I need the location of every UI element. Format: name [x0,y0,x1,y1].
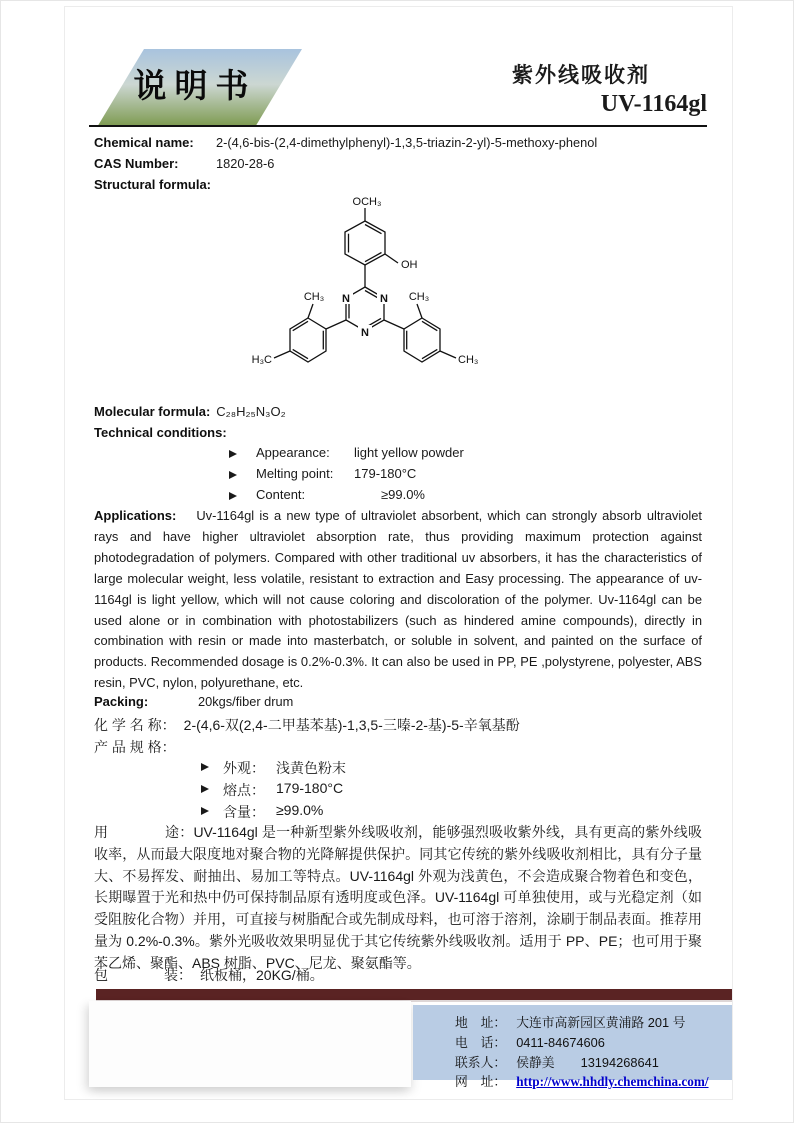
label-oh: OH [401,259,418,271]
molecular-formula-row [94,404,702,419]
packing-row [94,694,702,709]
cn-spec-row [94,737,702,757]
applications-text: Uv-1164gl is a new type of ultraviolet absorbent, which can strongly absorb ultraviolet rays and have higher ultraviolet absorption rate, thus providing maximum protection against photodegradation of polymers. Compared with other traditional uv absorbers, it has the characteristics of large molecular weight, less volatile, resistant to extraction and Easy processing. The appearance of uv-1164gl is light yellow, which will not cause coloring and discoloration of the polymer. Uv-1164gl can be used alone or in combination with photostabilizers (such as hindered amine compounds), directly in combination with resin or made into masterbatch, or soluble in solvent, and painted on the surface of products. Recommended dosage is 0.2%-0.3%. It can also be used in PP, PE ,polystyrene, polyester, ABS resin, PVC, nylon, polyurethane, etc. [94,508,702,691]
packing-label: Packing: [94,694,149,709]
cn-chemical-name-row [94,715,702,735]
label-n-bottom: N [361,327,369,339]
cn-chemical-name-label: 化 学 名 称： [94,717,176,733]
structural-formula-diagram [241,191,541,401]
tech-item-content [94,487,702,508]
address-label: 地 址： [455,1015,507,1030]
doc-type-label: 说明书 [133,69,257,105]
logo-placeholder [89,1001,411,1087]
cn-usage-label: 用 途： [94,824,194,840]
product-category: 紫外线吸收剂 [512,63,650,87]
label-och3: OCH₃ [352,196,382,208]
chemical-name-row [94,135,702,150]
cn-item-value: ≥99.0% [276,802,324,818]
tech-item-melting-point [94,466,702,487]
website-line [455,1072,724,1092]
tech-item-value: ≥99.0% [381,487,425,502]
arrow-bullet-icon [201,763,209,771]
label-n-right: N [380,293,388,305]
address-line [455,1013,724,1033]
cn-spec-label: 产 品 规 格： [94,739,176,755]
arrow-bullet-icon [201,785,209,793]
doc-type-badge [98,49,302,126]
contact-person-line [455,1053,724,1073]
contact-person-mobile: 13194268641 [580,1054,659,1070]
contact-person-label: 联系人： [455,1054,507,1070]
technical-conditions-label: Technical conditions: [94,425,227,440]
structural-formula-row [94,177,702,192]
cn-packing-value: 纸板桶，20KG/桶。 [200,967,324,983]
cas-value: 1820-28-6 [216,156,275,171]
chemical-name-value: 2-(4,6-bis-(2,4-dimethylphenyl)-1,3,5-triazin-2-yl)-5-methoxy-phenol [216,135,598,150]
packing-value: 20kgs/fiber drum [198,694,294,709]
phone-line [455,1033,724,1053]
contact-box [413,1005,732,1090]
applications-label: Applications: [94,508,177,523]
label-n-left: N [342,293,350,305]
cn-item-melting-point [94,780,702,801]
tech-item-value: light yellow powder [354,445,464,460]
label-ch3-left-top: CH₃ [303,291,325,303]
arrow-bullet-icon [229,450,237,458]
arrow-bullet-icon [201,807,209,815]
applications-paragraph [94,506,702,694]
tech-item-name: Appearance: [256,445,330,460]
cn-packing-row [94,965,702,985]
molecular-formula-value: C₂₈H₂₅N₃O₂ [216,404,286,419]
tech-item-appearance [94,445,702,466]
cn-usage-text: UV-1164gl 是一种新型紫外线吸收剂，能够强烈吸收紫外线，具有更高的紫外线吸收率，从而最大限度地对聚合物的光降解提供保护。同其它传统的紫外线吸收剂相比，具有分子量大、不易挥发、耐抽出、易加工等特点。UV-1164gl 外观为浅黄色，不会造成聚合物着色和变色，长期曝置于光和热中仍可保持制品原有透明度或色泽。UV-1164gl 可单独使用，或与光稳定剂（如受阻胺化合物）并用，可直接与树脂配合或先制成母料，也可溶于溶剂，涂刷于制品表面。推荐用量为 0.2%-0.3%。紫外光吸收效果明显优于其它传统紫外线吸收剂。适用于 PP、PE；也可用于聚苯乙烯、聚酯、ABS 树脂、PVC、尼龙、聚氨酯等。 [94,824,703,971]
website-link[interactable]: http://www.hhdly.chemchina.com/ [516,1074,709,1090]
tech-item-name: Melting point: [256,466,334,481]
tech-item-name: Content: [256,487,306,502]
label-ch3-right-bottom: CH₃ [458,354,479,366]
molecular-formula-label: Molecular formula: [94,404,211,419]
phone-label: 电 话： [455,1034,507,1050]
label-ch3-right-top: CH₃ [408,291,430,303]
arrow-bullet-icon [229,492,237,500]
cn-item-value: 179-180°C [276,780,344,796]
cn-item-name: 熔点： [223,782,265,798]
cn-item-appearance [94,758,702,779]
cas-row [94,156,702,171]
label-h3c-left-bottom: H₃C [251,354,272,366]
cn-packing-label: 包 装： [94,967,192,983]
cn-item-name: 含量： [223,804,265,820]
technical-conditions-row [94,425,702,440]
footer-accent-bar [96,989,732,1000]
website-label: 网 址： [455,1074,507,1090]
chemical-name-label: Chemical name: [94,135,194,150]
cn-item-content [94,802,702,823]
cn-item-value: 浅黄色粉末 [276,760,346,776]
header-divider [89,125,707,127]
contact-person-name: 侯静美 [516,1054,555,1070]
structural-formula-label: Structural formula: [94,177,212,192]
cn-chemical-name-value: 2-(4,6-双(2,4-二甲基苯基)-1,3,5-三嗪-2-基)-5-辛氧基酚 [183,717,520,733]
tech-item-value: 179-180°C [354,466,417,481]
address-value: 大连市高新园区黄浦路 201 号 [516,1015,686,1030]
cn-usage-paragraph [94,822,702,975]
product-code: UV-1164gl [600,91,707,117]
arrow-bullet-icon [229,471,237,479]
phone-value: 0411-84674606 [516,1034,605,1050]
cn-item-name: 外观： [223,760,265,776]
cas-label: CAS Number: [94,156,179,171]
